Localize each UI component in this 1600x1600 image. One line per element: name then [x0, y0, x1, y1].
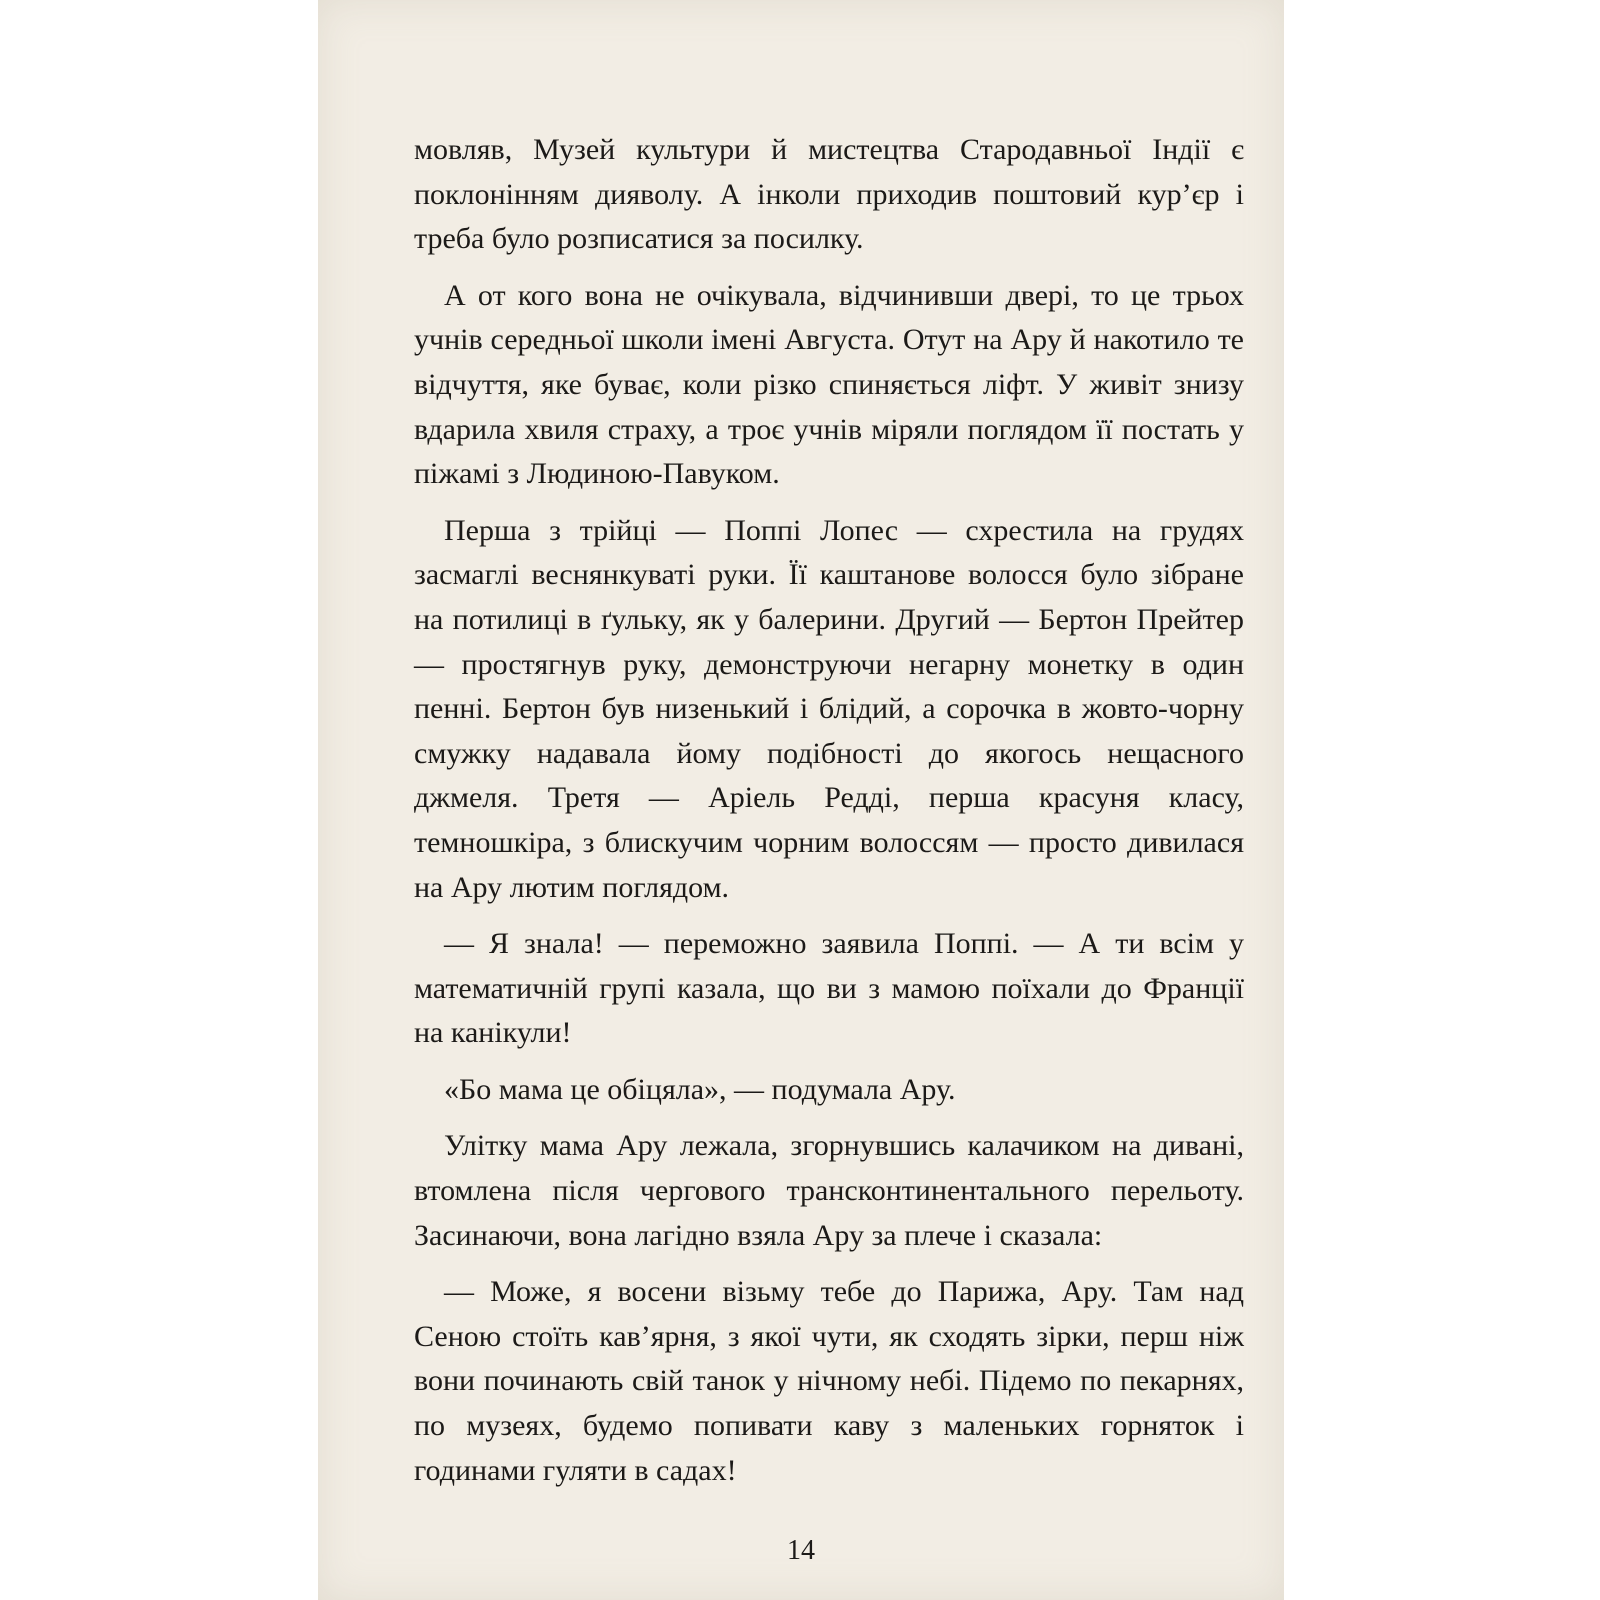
- paragraph-2: А от кого вона не очікувала, відчинивши двері, то це трьох учнів середньої школи імені Августа. Отут на Ару й накотило те відчуття, яке буває, коли різко спиняється ліфт. У живіт знизу вдарила хвиля страху, а троє учнів міряли поглядом її постать у піжамі з Людиною-Павуком.: [414, 278, 1244, 491]
- body-text: [414, 128, 1244, 1505]
- paragraph-3: Перша з трійці — Поппі Лопес — схрестила на грудях засмаглі веснянкуваті руки. Її каштанове волосся було зібране на потилиці в ґульку, як у балерини. Другий — Бертон Прейтер — простягнув руку, демонструючи негарну монетку в один пенні. Бертон був низенький і блідий, а сорочка в жовто-чорну смужку надавала йому подібності до якогось нещасного джмеля. Третя — Аріель Редді, перша красуня класу, темношкіра, з блискучим чорним волоссям — просто дивилася на Ару лютим поглядом.: [414, 513, 1244, 904]
- paragraph-5: «Бо мама це обіцяла», — подумала Ару.: [444, 1072, 956, 1106]
- paragraph-4: — Я знала! — переможно заявила Поппі. — А ти всім у математичній групі казала, що ви з мамою поїхали до Франції на канікули!: [414, 927, 1244, 1050]
- paragraph-6: Улітку мама Ару лежала, згорнувшись калачиком на дивані, втомлена після чергового трансконтинентального перельоту. Засинаючи, вона лагідно взяла Ару за плече і сказала:: [414, 1129, 1244, 1252]
- paragraph-7: — Може, я восени візьму тебе до Парижа, Ару. Там над Сеною стоїть кав’ярня, з якої чути, як сходять зірки, перш ніж вони починають свій танок у нічному небі. Підемо по пекарнях, по музеях, будемо попивати каву з маленьких горняток і годинами гуляти в садах!: [414, 1275, 1244, 1487]
- book-page: [318, 0, 1284, 1600]
- page-number: 14: [787, 1535, 815, 1566]
- paragraph-1: мовляв, Музей культури й мистецтва Стародавньої Індії є поклонінням дияволу. А інколи приходив поштовий кур’єр і треба було розписатися за посилку.: [414, 133, 1244, 256]
